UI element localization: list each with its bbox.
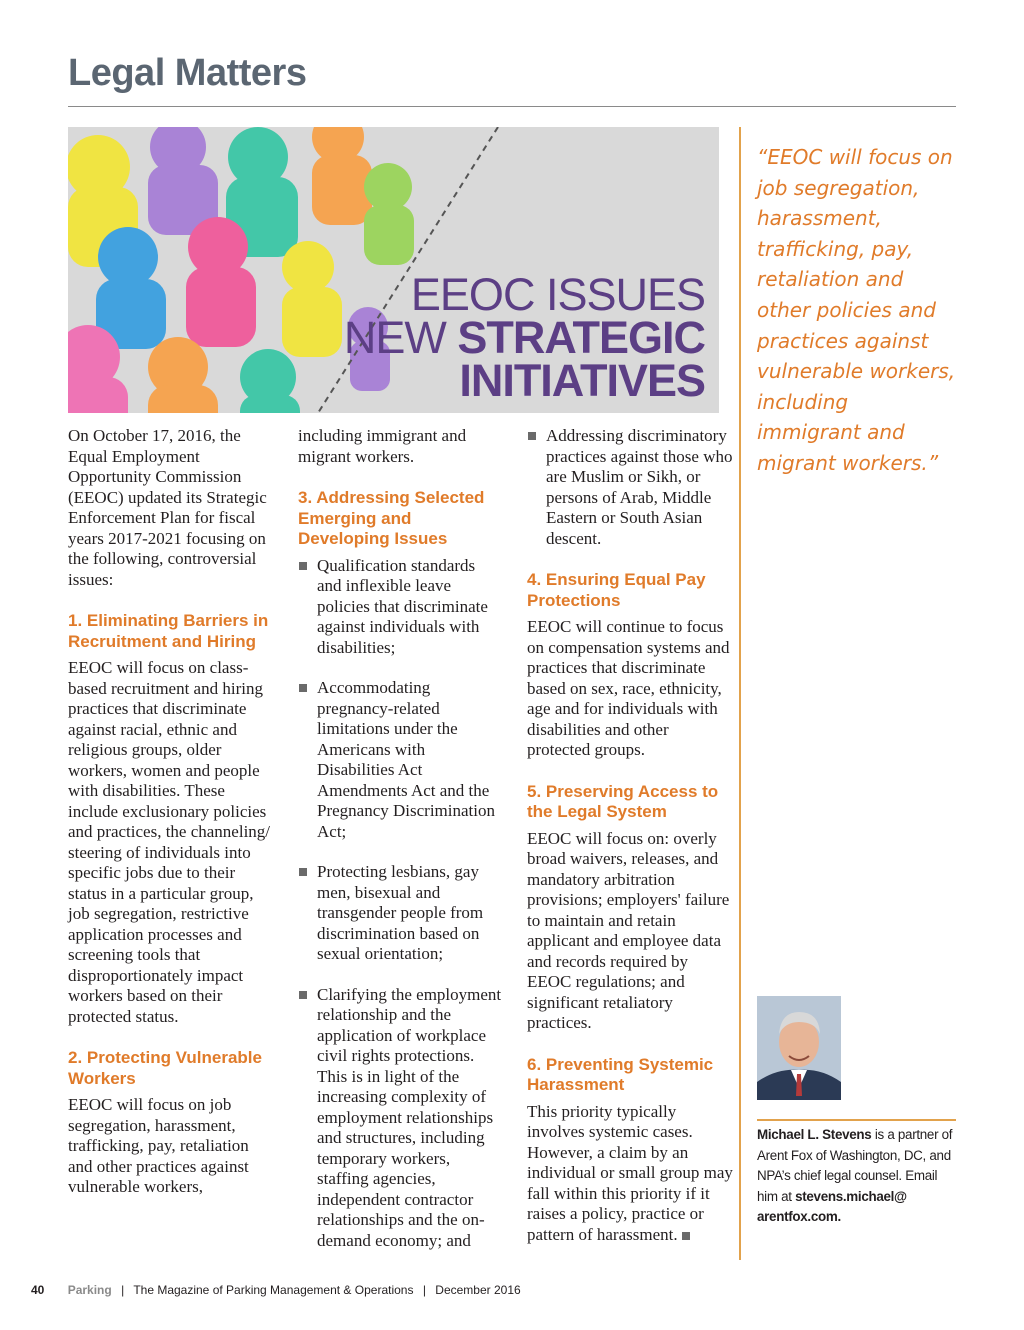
hero-image	[68, 127, 719, 413]
section-3-bullet-list	[298, 556, 503, 1252]
footer-separator: |	[121, 1283, 125, 1297]
section-3-bullet-list-continued	[527, 426, 734, 549]
end-square-icon	[682, 1232, 690, 1240]
bullet-item: Protecting lesbians, gay men, bisexual and transgender people from discrimination based on sexual orientation;	[298, 862, 503, 965]
author-divider	[757, 1119, 956, 1121]
pull-quote: “EEOC will focus on job segregation, harassment, trafficking, pay, retaliation and other policies and practices against vulnerable workers, including immigrant and migrant workers.”	[757, 145, 956, 475]
author-portrait-icon	[757, 996, 841, 1100]
bullet-item: Qualification standards and inflexible leave policies that discriminate against individuals with disabilities;	[298, 556, 503, 659]
column-2	[298, 426, 503, 1251]
bullet-item: Accommodating pregnancy-related limitations under the Americans with Disabilities Act Amendments Act and the Pregnancy Discrimination Act;	[298, 678, 503, 842]
column-1	[68, 426, 274, 1198]
bullet-item: Addressing discriminatory practices against those who are Muslim or Sikh, or persons of Arab, Middle Eastern or South Asian descent.	[527, 426, 734, 549]
author-photo	[757, 996, 841, 1100]
section-1-heading: 1. Eliminating Barriers in Recruitment and Hiring	[68, 611, 269, 651]
section-4-body: EEOC will continue to focus on compensation systems and practices that discriminate based on sex, race, ethnicity, age and for individuals with disabilities and other protected groups.	[527, 617, 730, 759]
page-footer	[31, 1283, 521, 1297]
section-2-heading: 2. Protecting Vulnerable Workers	[68, 1048, 262, 1088]
section-1-body: EEOC will focus on class-based recruitment and hiring practices that discriminate against racial, ethnic and religious groups, older workers, women and people with disabilities. These include exclusionary policies and practices, the channeling/ steering of individuals into specific jobs due to their status in a particular group, job segregation, restrictive application processes and screening tools that disproportionately impact workers based on their protected status.	[68, 658, 271, 1026]
hero-title	[343, 269, 705, 406]
hero-title-line2-bold: STRATEGIC	[457, 312, 705, 363]
issue-date: December 2016	[435, 1283, 521, 1297]
author-email: stevens.michael@ arentfox.com.	[757, 1188, 907, 1224]
bullet-item: Clarifying the employment relationship and the application of workplace civil rights protections. This is in light of the increasing complexity of employment relationships and structures, including temporary workers, staffing agencies, independent contractor relationships and the on-demand economy; and	[298, 985, 503, 1252]
section-4-heading: 4. Ensuring Equal Pay Protections	[527, 570, 706, 610]
section-5-body: EEOC will focus on: overly broad waivers, releases, and mandatory arbitration provisions; employers' failure to maintain and retain applicant and employee data and records required by EEOC regulations; and significant retaliatory practices.	[527, 828, 730, 1032]
section-3-heading: 3. Addressing Selected Emerging and Developing Issues	[298, 488, 485, 548]
hero-title-line1: EEOC ISSUES	[410, 269, 705, 320]
section-title: Legal Matters	[68, 52, 307, 94]
section-5-heading: 5. Preserving Access to the Legal System	[527, 781, 719, 821]
section-6-body-wrap	[527, 1102, 734, 1246]
intro-paragraph: On October 17, 2016, the Equal Employment Opportunity Commission (EEOC) updated its Strategic Enforcement Plan for fiscal years 2017-2021 focusing on the following, controversial issues:	[68, 426, 267, 589]
magazine-name: Parking	[67, 1283, 112, 1297]
section-6-body: This priority typically involves systemic cases. However, a claim by an individual or small group may fall within this priority if it raises a policy, practice or pattern of harassment.	[527, 1101, 733, 1244]
author-name: Michael L. Stevens	[757, 1127, 872, 1142]
section-2-body: EEOC will focus on job segregation, harassment, trafficking, pay, retaliation and other practices against vulnerable workers,	[68, 1095, 249, 1196]
sidebar-divider	[739, 127, 741, 1260]
author-description: is a partner of Arent Fox of Washington, DC, and NPA’s chief legal counsel. Email him at	[757, 1127, 953, 1204]
hero-title-line3: INITIATIVES	[459, 355, 705, 406]
section-2-body-continued: including immigrant and migrant workers.	[298, 426, 467, 466]
title-divider	[68, 106, 956, 107]
section-6-heading: 6. Preventing Systemic Harassment	[527, 1054, 714, 1094]
page-number: 40	[31, 1283, 45, 1297]
hero-title-line2-light: NEW	[343, 312, 458, 363]
magazine-tagline: The Magazine of Parking Management & Operations	[133, 1283, 414, 1297]
author-bio	[757, 1125, 957, 1228]
footer-separator: |	[422, 1283, 426, 1297]
column-3	[527, 426, 734, 1245]
